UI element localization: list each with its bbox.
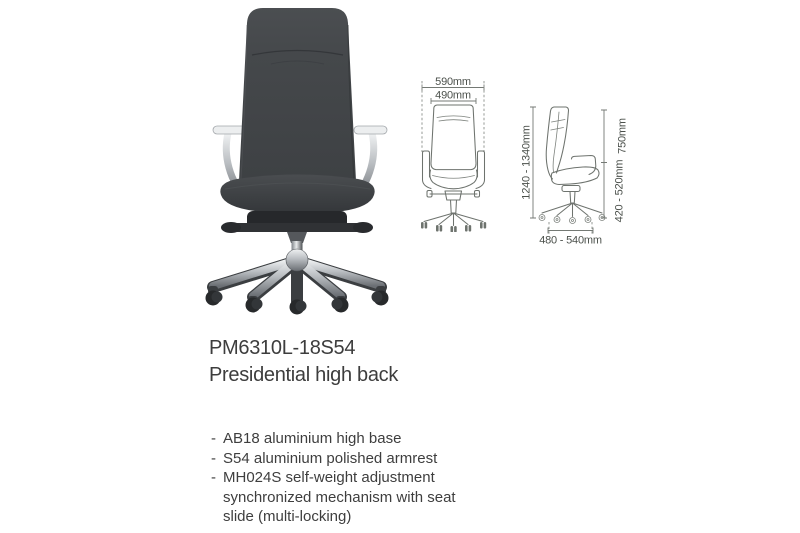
spec-item [211, 468, 458, 527]
backrest-width-label: 490mm [435, 89, 471, 102]
overall-height-label: 1240 - 1340mm [520, 125, 533, 200]
spec-text: S54 aluminium polished armrest [223, 449, 438, 467]
product-title-block [209, 335, 398, 389]
side-view-chair [539, 107, 605, 224]
product-name: Presidential high back [209, 364, 399, 386]
seat-depth-label: 480 - 540mm [539, 234, 602, 247]
product-photo [195, 3, 405, 315]
front-view-chair [421, 105, 486, 232]
five-star-base [213, 249, 381, 301]
seat-height-label: 420 - 520mm [613, 159, 626, 223]
spec-bullet: - [211, 430, 216, 447]
spec-text: MH024S self-weight adjustment synchronized mechanism with seat slide (multi-locking) [223, 469, 456, 525]
chair-seat [220, 175, 374, 212]
spec-text: AB18 aluminium high base [223, 430, 402, 447]
spec-bullet: - [211, 469, 216, 486]
backrest-height-label: 750mm [616, 118, 629, 154]
side-view-drawing [515, 100, 640, 248]
spec-item [211, 449, 458, 469]
spec-list [211, 429, 458, 527]
spec-item [211, 429, 458, 449]
seat-mechanism [221, 211, 373, 233]
product-model: PM6310L-18S54 [209, 337, 356, 359]
chair-backrest [239, 8, 356, 197]
spec-bullet: - [211, 449, 216, 467]
front-view-drawing [415, 74, 495, 232]
overall-width-label: 590mm [435, 76, 471, 88]
